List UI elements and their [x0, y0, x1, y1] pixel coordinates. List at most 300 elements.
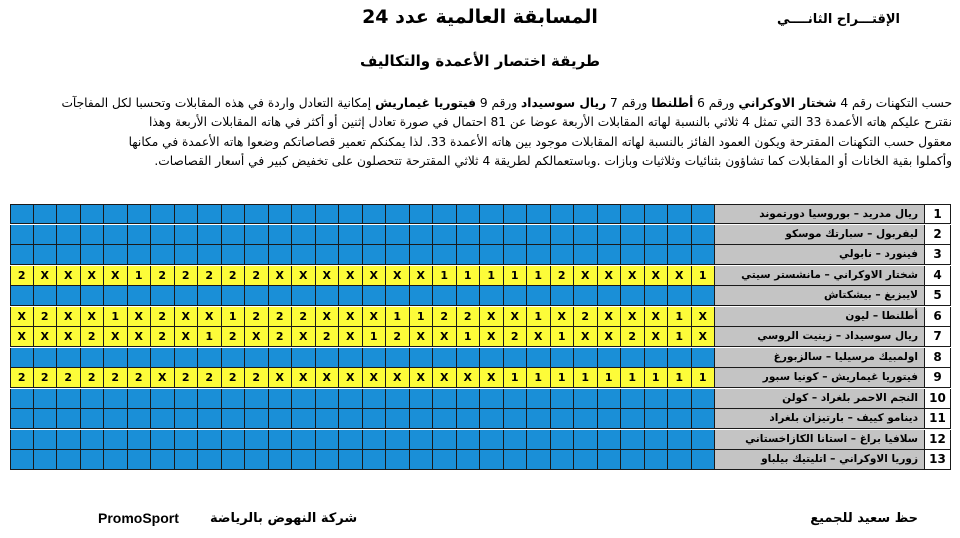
grid-cells: [10, 348, 715, 368]
grid-cells: [10, 430, 715, 450]
grid-cell: [339, 245, 363, 265]
match-number: 6: [925, 307, 951, 327]
grid-cell: 2: [175, 368, 199, 388]
grid-cells: [10, 307, 715, 327]
grid-cell: [175, 204, 199, 224]
grid-cell: [222, 245, 246, 265]
grid-cell: 1: [574, 368, 598, 388]
grid-row: [10, 348, 951, 368]
grid-cell: [34, 286, 58, 306]
grid-cell: X: [551, 307, 575, 327]
grid-cell: X: [386, 368, 410, 388]
grid-cell: [104, 389, 128, 409]
grid-cell: [668, 225, 692, 245]
grid-cell: 2: [433, 307, 457, 327]
grid-cell: 2: [245, 368, 269, 388]
grid-cell: X: [128, 307, 152, 327]
grid-cell: [692, 450, 716, 470]
grid-cell: [363, 430, 387, 450]
grid-cell: 2: [175, 266, 199, 286]
grid-cell: [222, 409, 246, 429]
grid-cell: [410, 409, 434, 429]
grid-cell: 2: [151, 266, 175, 286]
grid-cell: [457, 286, 481, 306]
grid-row: [10, 430, 951, 450]
grid-cell: [57, 245, 81, 265]
grid-cell: [621, 409, 645, 429]
grid-cell: [81, 450, 105, 470]
grid-cell: [574, 450, 598, 470]
grid-cell: 1: [104, 307, 128, 327]
grid-cell: [269, 409, 293, 429]
grid-cell: [386, 409, 410, 429]
grid-cell: [245, 409, 269, 429]
grid-cell: [574, 204, 598, 224]
grid-cell: [386, 245, 410, 265]
grid-cell: [10, 389, 34, 409]
grid-cell: [598, 389, 622, 409]
grid-cell: [245, 389, 269, 409]
grid-cell: [457, 245, 481, 265]
grid-cell: [34, 450, 58, 470]
grid-cell: [81, 348, 105, 368]
grid-cell: X: [198, 307, 222, 327]
grid-cell: X: [10, 307, 34, 327]
grid-cell: [598, 225, 622, 245]
grid-cell: [668, 430, 692, 450]
grid-cell: [433, 245, 457, 265]
grid-cell: [527, 450, 551, 470]
grid-cell: [104, 450, 128, 470]
grid-cell: X: [104, 266, 128, 286]
grid-cell: [151, 389, 175, 409]
match-name: شختار الاوكراني – مانشستر سيتي: [715, 266, 925, 286]
grid-cell: 2: [151, 327, 175, 347]
grid-cell: [410, 225, 434, 245]
match-name: لايبزيغ – بيشكتاش: [715, 286, 925, 306]
grid-cell: X: [457, 368, 481, 388]
description-line-4: وأكملوا بقية الخانات أو المقابلات كما تشاؤون بثنائيات وثلاثيات وبازات .وباستعمالكم لطريقة 4 ثلاثي المقترحة تتحصلون على تخفيض كبير في أسعار القصاصات.: [154, 154, 952, 169]
grid-cell: 2: [222, 327, 246, 347]
grid-cell: [245, 430, 269, 450]
grid-cell: [551, 389, 575, 409]
grid-cell: [504, 245, 528, 265]
grid-cell: 2: [292, 307, 316, 327]
grid-cell: [457, 450, 481, 470]
grid-cell: [504, 348, 528, 368]
grid-cell: [504, 430, 528, 450]
grid-cell: [433, 450, 457, 470]
grid-cell: 1: [527, 266, 551, 286]
grid-row: [10, 450, 951, 470]
grid-cell: [316, 204, 340, 224]
grid-cell: [645, 409, 669, 429]
grid-cell: [222, 450, 246, 470]
grid-cell: [104, 409, 128, 429]
grid-cell: [269, 348, 293, 368]
grid-cell: X: [10, 327, 34, 347]
grid-cell: X: [433, 327, 457, 347]
grid-cell: X: [269, 266, 293, 286]
grid-cell: [480, 245, 504, 265]
grid-cell: [621, 348, 645, 368]
grid-row: [10, 368, 951, 388]
grid-cell: [104, 245, 128, 265]
grid-cell: 1: [222, 307, 246, 327]
grid-cell: X: [527, 327, 551, 347]
grid-cell: [198, 245, 222, 265]
grid-cell: 1: [598, 368, 622, 388]
grid-cell: 2: [198, 266, 222, 286]
grid-cell: X: [574, 266, 598, 286]
grid-cell: X: [410, 327, 434, 347]
grid-cell: [175, 450, 199, 470]
grid-cell: X: [386, 266, 410, 286]
grid-cell: 2: [57, 368, 81, 388]
grid-cell: 2: [34, 307, 58, 327]
grid-cell: [316, 409, 340, 429]
grid-cell: [128, 204, 152, 224]
grid-cell: [57, 286, 81, 306]
grid-cell: X: [245, 327, 269, 347]
grid-cell: [198, 389, 222, 409]
grid-cell: [269, 245, 293, 265]
grid-cell: [104, 286, 128, 306]
grid-cell: X: [363, 266, 387, 286]
grid-cell: [245, 450, 269, 470]
grid-cell: [10, 245, 34, 265]
grid-cell: X: [316, 368, 340, 388]
grid-cell: [527, 204, 551, 224]
grid-cell: [433, 430, 457, 450]
grid-cell: X: [57, 307, 81, 327]
grid-cell: [151, 450, 175, 470]
grid-cell: X: [692, 327, 716, 347]
grid-cell: [316, 286, 340, 306]
grid-cell: [480, 286, 504, 306]
grid-cell: [574, 389, 598, 409]
grid-cell: [574, 286, 598, 306]
grid-cell: [175, 245, 199, 265]
team-highlight: فيتوريا غيماريش: [375, 96, 476, 110]
grid-cell: X: [645, 266, 669, 286]
grid-cell: [292, 348, 316, 368]
grid-cell: [504, 204, 528, 224]
grid-cell: X: [598, 266, 622, 286]
brand-name: PromoSport: [98, 510, 179, 526]
grid-cell: 2: [269, 307, 293, 327]
grid-cell: [668, 348, 692, 368]
grid-cell: [480, 225, 504, 245]
grid-cell: [551, 409, 575, 429]
grid-cell: [151, 430, 175, 450]
grid-cell: [292, 450, 316, 470]
grid-cell: 2: [269, 327, 293, 347]
grid-cell: [551, 204, 575, 224]
grid-cell: [363, 450, 387, 470]
grid-cell: [645, 245, 669, 265]
grid-cell: 1: [457, 327, 481, 347]
match-name: ريال سوسيداد – زينيت الروسي: [715, 327, 925, 347]
grid-cell: [10, 409, 34, 429]
grid-cell: [551, 286, 575, 306]
grid-cell: [363, 204, 387, 224]
grid-cell: X: [668, 266, 692, 286]
grid-cell: 1: [621, 368, 645, 388]
grid-cell: [10, 225, 34, 245]
grid-cell: 1: [410, 307, 434, 327]
team-highlight: ريال سوسيداد: [521, 96, 607, 110]
grid-cell: 1: [668, 327, 692, 347]
grid-cell: [34, 204, 58, 224]
grid-row: [10, 266, 951, 286]
grid-row: [10, 307, 951, 327]
match-number: 13: [925, 450, 951, 470]
grid-cell: X: [57, 327, 81, 347]
grid-cell: [151, 245, 175, 265]
grid-cell: 2: [621, 327, 645, 347]
grid-cell: [57, 204, 81, 224]
grid-cell: [457, 389, 481, 409]
grid-cell: [151, 286, 175, 306]
desc-text: ورقم 9: [475, 96, 522, 110]
description-line-2: نقترح عليكم هاته الأعمدة 33 التي تمثل 4 ثلاثي بالنسبة لهاته المقابلات الأربعة عوضا عن 81 احتمال في صورة تعادل إثنين أو أكثر في هاته المقابلات الأربعة وهذا: [149, 115, 952, 130]
grid-cell: [668, 450, 692, 470]
grid-cell: 2: [386, 327, 410, 347]
grid-cell: [222, 286, 246, 306]
grid-cell: [128, 409, 152, 429]
grid-cell: [57, 389, 81, 409]
company-name: شركة النهوض بالرياضة: [210, 511, 358, 526]
grid-cell: [104, 225, 128, 245]
grid-cell: X: [480, 307, 504, 327]
grid-cell: [386, 450, 410, 470]
grid-cell: X: [81, 266, 105, 286]
grid-cell: 2: [245, 266, 269, 286]
grid-cell: X: [574, 327, 598, 347]
grid-cell: [198, 409, 222, 429]
grid-cell: [504, 450, 528, 470]
grid-cells: [10, 204, 715, 224]
grid-cell: X: [598, 307, 622, 327]
grid-cell: 2: [222, 266, 246, 286]
grid-cell: [621, 225, 645, 245]
grid-cell: [81, 286, 105, 306]
grid-cell: [574, 430, 598, 450]
grid-cell: [245, 348, 269, 368]
match-name: زوريا الاوكراني – اتليتيك بيلباو: [715, 450, 925, 470]
grid-cell: [621, 450, 645, 470]
grid-cell: [128, 450, 152, 470]
grid-cell: X: [292, 368, 316, 388]
grid-cell: [34, 389, 58, 409]
grid-cell: [410, 286, 434, 306]
grid-cell: [151, 409, 175, 429]
grid-cell: X: [339, 307, 363, 327]
grid-cell: [551, 348, 575, 368]
grid-cell: [527, 286, 551, 306]
grid-cell: [386, 286, 410, 306]
team-highlight: شختار الاوكراني: [738, 96, 837, 110]
grid-cell: [339, 450, 363, 470]
match-name: سلافيا براغ – استانا الكازاخستاني: [715, 430, 925, 450]
grid-cell: [692, 245, 716, 265]
proposal-label: الإقتـــراح الثانــــي: [776, 12, 900, 27]
grid-cell: [457, 409, 481, 429]
grid-cell: [645, 225, 669, 245]
grid-cell: [34, 225, 58, 245]
grid-cell: [339, 348, 363, 368]
grid-cell: [645, 430, 669, 450]
grid-cell: [34, 409, 58, 429]
grid-cells: [10, 389, 715, 409]
grid-cell: [128, 389, 152, 409]
grid-cell: [363, 348, 387, 368]
grid-cell: X: [292, 327, 316, 347]
grid-cell: [292, 389, 316, 409]
grid-cell: [269, 286, 293, 306]
grid-cell: [104, 430, 128, 450]
grid-cell: [598, 348, 622, 368]
grid-cell: X: [433, 368, 457, 388]
grid-cell: [10, 450, 34, 470]
grid-cell: [668, 245, 692, 265]
grid-cell: [457, 225, 481, 245]
grid-row: [10, 409, 951, 429]
grid-cell: [292, 409, 316, 429]
grid-cell: [128, 245, 152, 265]
grid-cell: 2: [128, 368, 152, 388]
grid-cell: [692, 389, 716, 409]
grid-cell: [386, 204, 410, 224]
grid-cell: [598, 409, 622, 429]
grid-cell: X: [410, 368, 434, 388]
grid-cell: 1: [668, 368, 692, 388]
grid-cell: X: [128, 327, 152, 347]
grid-cell: [410, 389, 434, 409]
grid-cell: 2: [34, 368, 58, 388]
match-number: 4: [925, 266, 951, 286]
grid-cell: [433, 225, 457, 245]
grid-cell: 2: [245, 307, 269, 327]
grid-cell: X: [480, 327, 504, 347]
grid-cell: [457, 348, 481, 368]
grid-cell: 2: [198, 368, 222, 388]
grid-cell: [668, 389, 692, 409]
grid-cell: [128, 225, 152, 245]
grid-cell: 1: [363, 327, 387, 347]
grid-cell: 2: [551, 266, 575, 286]
grid-cell: [10, 286, 34, 306]
grid-cell: [598, 286, 622, 306]
grid-cell: [504, 389, 528, 409]
grid-cell: [668, 204, 692, 224]
grid-cell: [410, 348, 434, 368]
match-number: 12: [925, 430, 951, 450]
grid-cell: [198, 348, 222, 368]
grid-cell: 1: [457, 266, 481, 286]
grid-cell: [316, 389, 340, 409]
grid-cell: [245, 286, 269, 306]
grid-cell: [363, 225, 387, 245]
grid-cell: X: [269, 368, 293, 388]
team-highlight: أطلنطا: [651, 96, 694, 110]
description-line-1: [6, 94, 952, 113]
grid-cell: X: [57, 266, 81, 286]
match-number: 5: [925, 286, 951, 306]
grid-cell: [269, 204, 293, 224]
grid-cell: [504, 286, 528, 306]
grid-cell: [504, 225, 528, 245]
grid-cell: [81, 430, 105, 450]
grid-cell: [57, 348, 81, 368]
match-name: اولمبيك مرسيليا – سالزبورغ: [715, 348, 925, 368]
grid-cell: 1: [504, 266, 528, 286]
grid-cell: 1: [128, 266, 152, 286]
match-name: النجم الاحمر بلغراد – كولن: [715, 389, 925, 409]
grid-cell: [363, 409, 387, 429]
grid-cell: X: [151, 368, 175, 388]
grid-cell: [527, 430, 551, 450]
grid-cell: 2: [222, 368, 246, 388]
grid-cell: [457, 430, 481, 450]
grid-cell: [621, 286, 645, 306]
grid-cell: [175, 430, 199, 450]
grid-cells: [10, 327, 715, 347]
grid-cell: 1: [551, 327, 575, 347]
grid-cell: [292, 225, 316, 245]
grid-cell: [433, 204, 457, 224]
grid-cell: [621, 430, 645, 450]
grid-cell: [222, 430, 246, 450]
grid-cell: [527, 389, 551, 409]
grid-cell: [692, 286, 716, 306]
grid-cell: [269, 450, 293, 470]
grid-cell: [668, 409, 692, 429]
grid-cell: [692, 430, 716, 450]
grid-cell: [10, 204, 34, 224]
grid-cell: [198, 204, 222, 224]
grid-cells: [10, 266, 715, 286]
grid-cell: [363, 389, 387, 409]
grid-cell: 1: [645, 368, 669, 388]
grid-cells: [10, 245, 715, 265]
grid-cell: [104, 348, 128, 368]
grid-cell: [316, 225, 340, 245]
match-name: ليفربول – سبارتك موسكو: [715, 225, 925, 245]
grid-cell: X: [316, 266, 340, 286]
desc-text: ورقم 7: [606, 96, 652, 110]
grid-cell: [386, 430, 410, 450]
match-number: 3: [925, 245, 951, 265]
grid-cell: X: [645, 307, 669, 327]
grid-cell: [692, 204, 716, 224]
grid-cell: X: [363, 307, 387, 327]
grid-cell: [57, 225, 81, 245]
grid-cell: [551, 245, 575, 265]
grid-cell: X: [81, 307, 105, 327]
grid-row: [10, 204, 951, 224]
match-number: 1: [925, 204, 951, 224]
match-number: 8: [925, 348, 951, 368]
grid-cells: [10, 286, 715, 306]
match-name: فيتوريا غيماريش – كونيا سبور: [715, 368, 925, 388]
grid-cell: [222, 348, 246, 368]
grid-cell: [245, 225, 269, 245]
grid-cell: [480, 389, 504, 409]
grid-cell: [316, 348, 340, 368]
grid-cell: 1: [504, 368, 528, 388]
